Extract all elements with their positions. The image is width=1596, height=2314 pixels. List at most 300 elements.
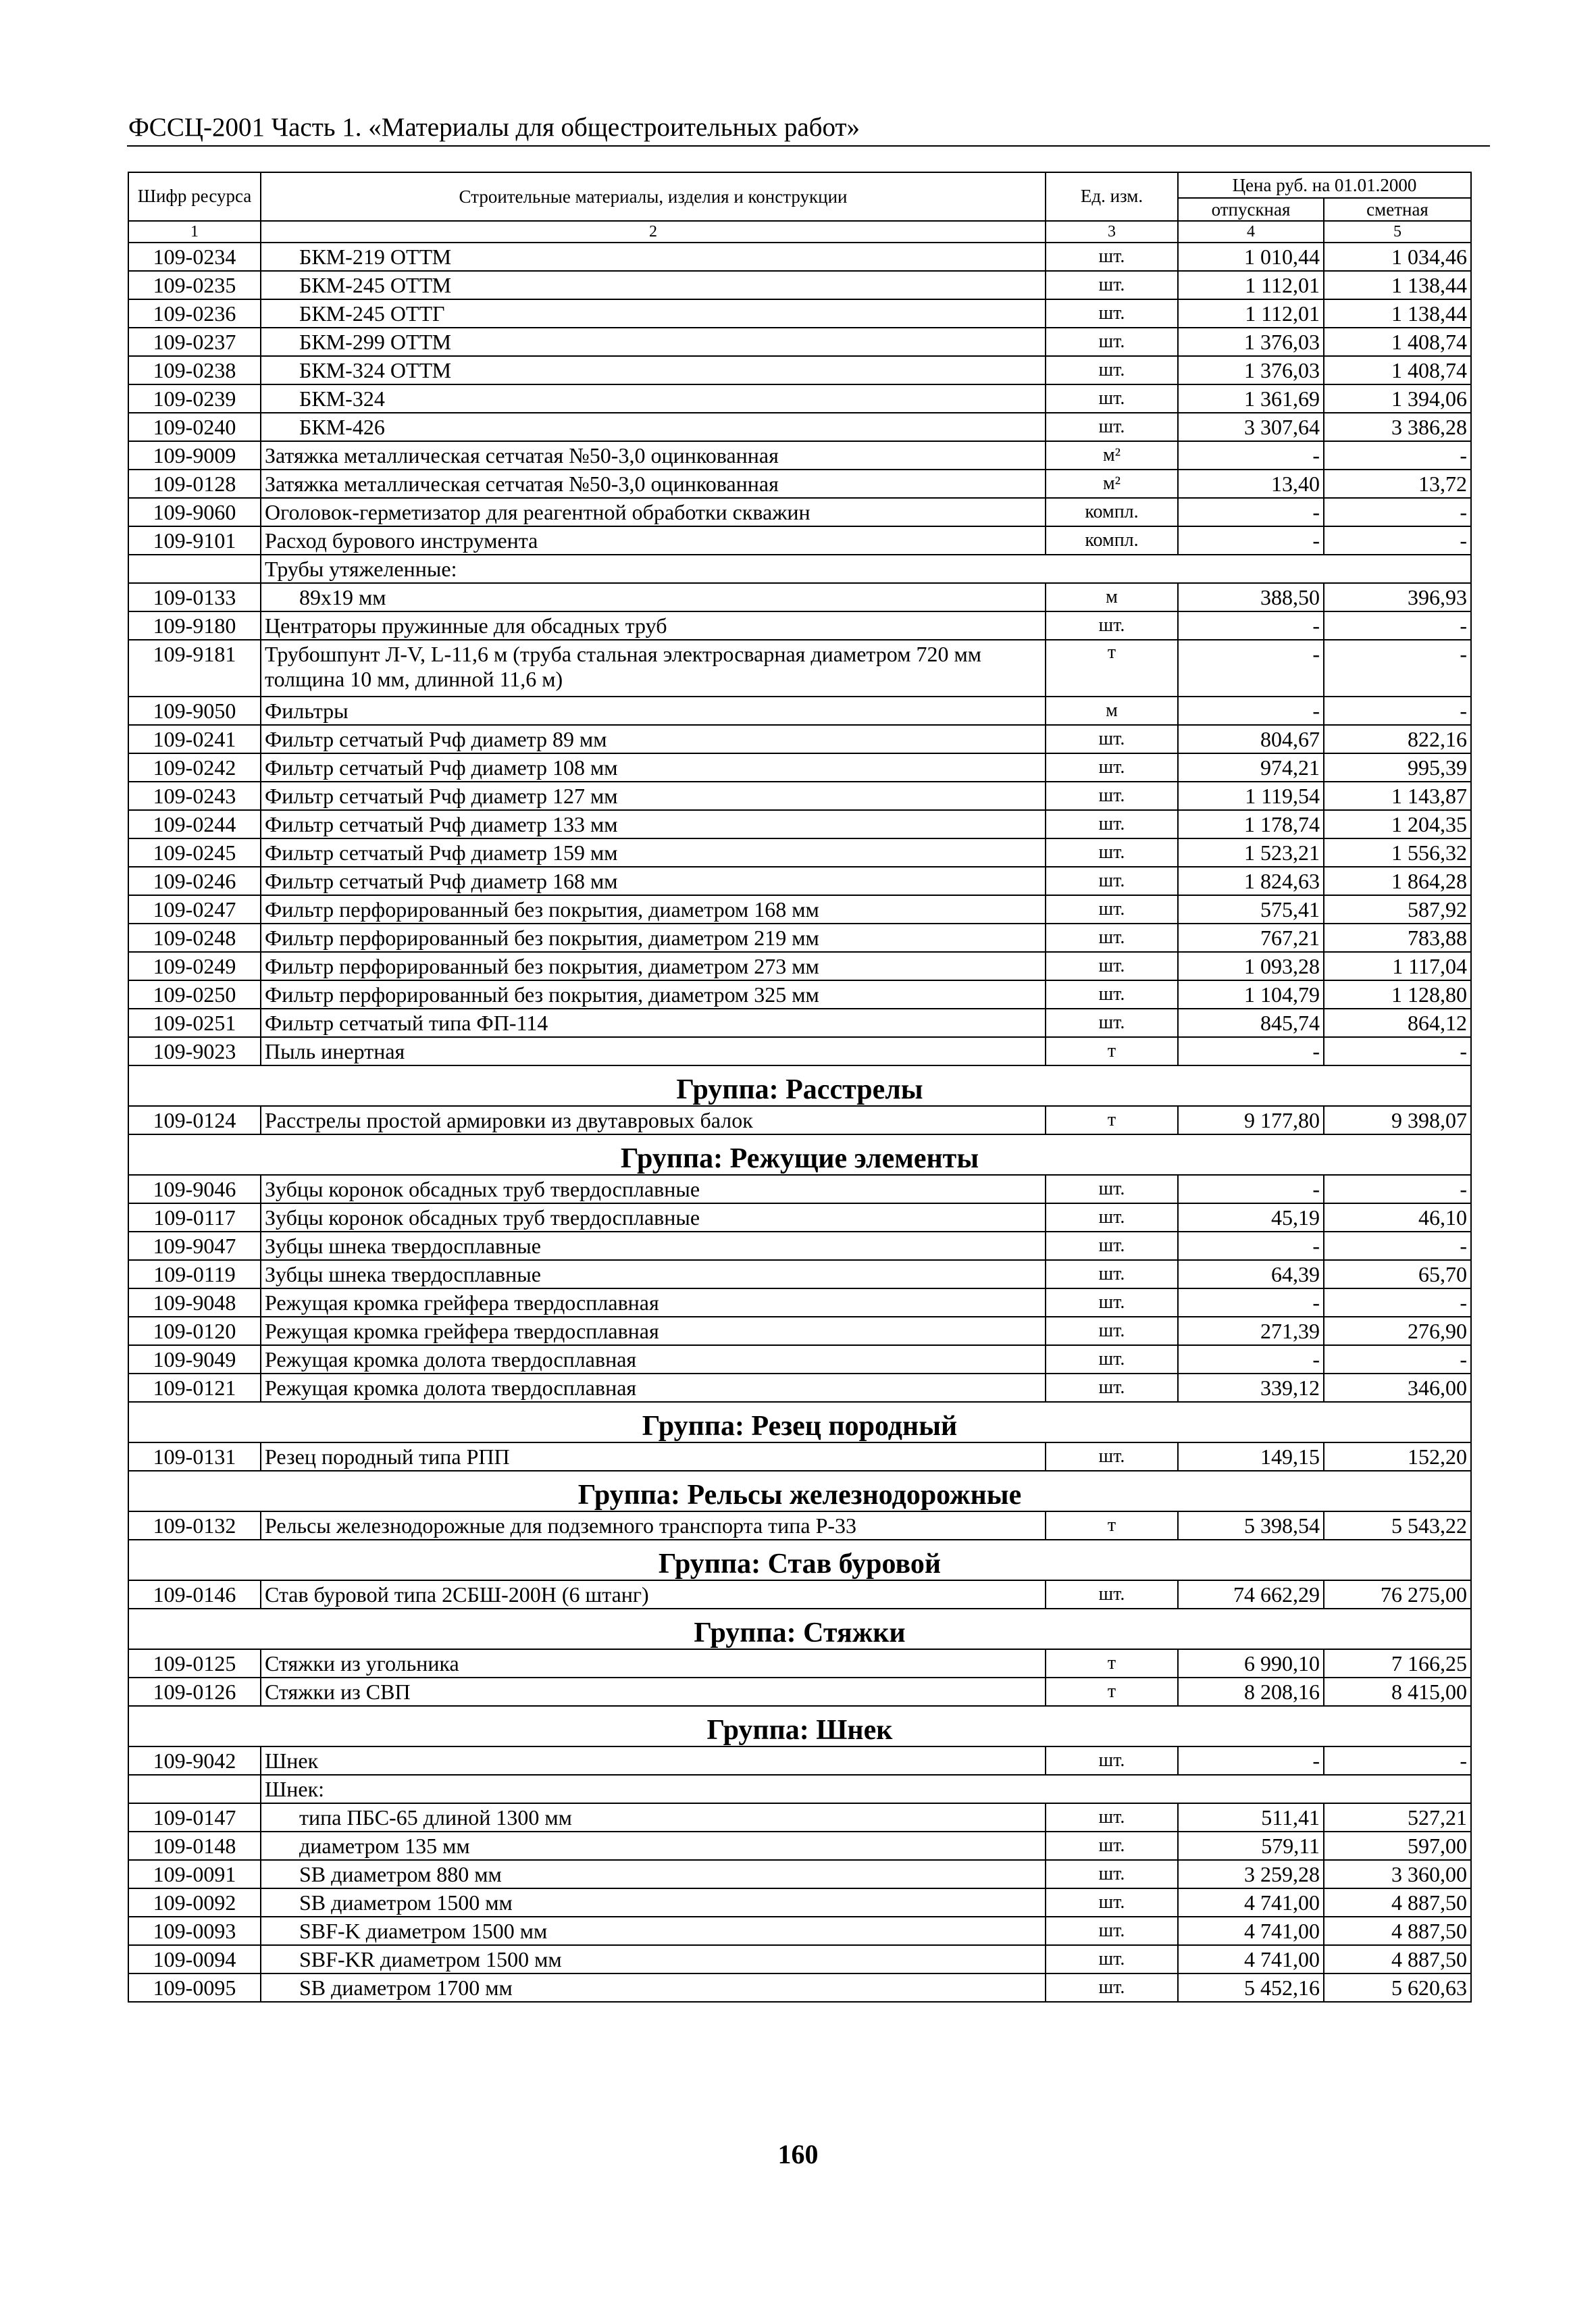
resource-code-cell: 109-0245 [128, 838, 261, 867]
empty-cell [128, 555, 261, 583]
estimate-price-cell: 5 620,63 [1324, 1973, 1471, 2002]
estimate-price-cell: 1 204,35 [1324, 810, 1471, 838]
release-price-cell: 45,19 [1178, 1203, 1324, 1232]
release-price-cell: 64,39 [1178, 1260, 1324, 1288]
page-number: 160 [777, 2139, 819, 2169]
estimate-price-cell: 783,88 [1324, 924, 1471, 952]
release-price-cell: 13,40 [1178, 470, 1324, 498]
subheading-label: Шнек: [261, 1775, 1471, 1803]
unit-cell: компл. [1046, 526, 1178, 555]
table-row [128, 583, 1471, 611]
estimate-price-cell: 13,72 [1324, 470, 1471, 498]
resource-code-cell: 109-0094 [128, 1945, 261, 1973]
release-price-cell: - [1178, 1232, 1324, 1260]
table-row [128, 1175, 1471, 1203]
resource-code-cell: 109-9181 [128, 640, 261, 697]
unit-cell: шт. [1046, 895, 1178, 924]
unit-cell: шт. [1046, 1317, 1178, 1345]
material-name-cell: Зубцы коронок обсадных труб твердосплавные [261, 1203, 1046, 1232]
group-heading-row [128, 1540, 1471, 1580]
material-name-cell: Затяжка металлическая сетчатая №50-3,0 оцинкованная [261, 441, 1046, 470]
release-price-cell: 388,50 [1178, 583, 1324, 611]
material-name-cell: SBF-KR диаметром 1500 мм [261, 1945, 1046, 1973]
estimate-price-cell: 1 138,44 [1324, 271, 1471, 299]
estimate-price-cell: 8 415,00 [1324, 1678, 1471, 1706]
estimate-price-cell: - [1324, 1232, 1471, 1260]
material-name-cell: Зубцы шнека твердосплавные [261, 1260, 1046, 1288]
resource-code-cell: 109-0146 [128, 1580, 261, 1609]
header-release-price: отпускная [1178, 198, 1324, 221]
resource-code-cell: 109-9180 [128, 611, 261, 640]
estimate-price-cell: 3 360,00 [1324, 1860, 1471, 1888]
estimate-price-cell: 346,00 [1324, 1374, 1471, 1402]
table-row [128, 498, 1471, 526]
resource-code-cell: 109-0093 [128, 1917, 261, 1945]
estimate-price-cell: 7 166,25 [1324, 1649, 1471, 1678]
estimate-price-cell: 1 556,32 [1324, 838, 1471, 867]
release-price-cell: 575,41 [1178, 895, 1324, 924]
estimate-price-cell: - [1324, 526, 1471, 555]
unit-cell: шт. [1046, 243, 1178, 271]
resource-code-cell: 109-0148 [128, 1832, 261, 1860]
release-price-cell: - [1178, 1037, 1324, 1065]
material-name-cell: БКМ-245 ОТТМ [261, 271, 1046, 299]
release-price-cell: 6 990,10 [1178, 1649, 1324, 1678]
group-heading-row [128, 1402, 1471, 1442]
estimate-price-cell: 4 887,50 [1324, 1888, 1471, 1917]
material-name-cell: БКМ-324 [261, 384, 1046, 413]
material-name-cell: Зубцы шнека твердосплавные [261, 1232, 1046, 1260]
estimate-price-cell: - [1324, 611, 1471, 640]
column-number: 3 [1046, 221, 1178, 243]
resource-code-cell: 109-0238 [128, 356, 261, 384]
release-price-cell: 4 741,00 [1178, 1945, 1324, 1973]
material-name-cell: Расход бурового инструмента [261, 526, 1046, 555]
release-price-cell: 1 010,44 [1178, 243, 1324, 271]
estimate-price-cell: 1 864,28 [1324, 867, 1471, 895]
material-name-cell: Режущая кромка грейфера твердосплавная [261, 1317, 1046, 1345]
material-name-cell: Фильтры [261, 697, 1046, 725]
header-estimate-price: сметная [1324, 198, 1471, 221]
resource-code-cell: 109-0239 [128, 384, 261, 413]
group-heading: Группа: Расстрелы [128, 1065, 1471, 1106]
table-row [128, 413, 1471, 441]
estimate-price-cell: 276,90 [1324, 1317, 1471, 1345]
resource-code-cell: 109-9101 [128, 526, 261, 555]
estimate-price-cell: 1 117,04 [1324, 952, 1471, 980]
table-row [128, 753, 1471, 782]
estimate-price-cell: 65,70 [1324, 1260, 1471, 1288]
table-row [128, 867, 1471, 895]
resource-code-cell: 109-0091 [128, 1860, 261, 1888]
table-row [128, 1580, 1471, 1609]
table-row [128, 952, 1471, 980]
resource-code-cell: 109-9023 [128, 1037, 261, 1065]
table-row [128, 640, 1471, 697]
subheading-row [128, 1775, 1471, 1803]
table-row [128, 1260, 1471, 1288]
release-price-cell: 804,67 [1178, 725, 1324, 753]
resource-code-cell: 109-0121 [128, 1374, 261, 1402]
unit-cell: т [1046, 640, 1178, 697]
unit-cell: шт. [1046, 413, 1178, 441]
unit-cell: т [1046, 1511, 1178, 1540]
estimate-price-cell: 1 408,74 [1324, 328, 1471, 356]
table-row [128, 1106, 1471, 1134]
release-price-cell: 3 307,64 [1178, 413, 1324, 441]
resource-code-cell: 109-0249 [128, 952, 261, 980]
release-price-cell: 1 523,21 [1178, 838, 1324, 867]
material-name-cell: диаметром 135 мм [261, 1832, 1046, 1860]
group-heading: Группа: Стяжки [128, 1609, 1471, 1649]
material-name-cell: Став буровой типа 2СБШ-200Н (6 штанг) [261, 1580, 1046, 1609]
subheading-row [128, 555, 1471, 583]
material-name-cell: Фильтр перфорированный без покрытия, диаметром 273 мм [261, 952, 1046, 980]
material-name-cell: БКМ-324 ОТТМ [261, 356, 1046, 384]
material-name-cell: БКМ-299 ОТТМ [261, 328, 1046, 356]
release-price-cell: 1 178,74 [1178, 810, 1324, 838]
estimate-price-cell: - [1324, 1288, 1471, 1317]
unit-cell: шт. [1046, 1832, 1178, 1860]
estimate-price-cell: - [1324, 1746, 1471, 1775]
table-row [128, 1973, 1471, 2002]
group-heading: Группа: Резец породный [128, 1402, 1471, 1442]
material-name-cell: Шнек [261, 1746, 1046, 1775]
resource-code-cell: 109-0120 [128, 1317, 261, 1345]
table-row [128, 1288, 1471, 1317]
resource-code-cell: 109-9047 [128, 1232, 261, 1260]
table-row [128, 895, 1471, 924]
unit-cell: шт. [1046, 1203, 1178, 1232]
table-row [128, 725, 1471, 753]
table-row [128, 1345, 1471, 1374]
resource-code-cell: 109-0234 [128, 243, 261, 271]
material-name-cell: Фильтр сетчатый Рчф диаметр 168 мм [261, 867, 1046, 895]
resource-code-cell: 109-0241 [128, 725, 261, 753]
table-row [128, 1746, 1471, 1775]
group-heading: Группа: Став буровой [128, 1540, 1471, 1580]
resource-code-cell: 109-0124 [128, 1106, 261, 1134]
resource-code-cell: 109-9042 [128, 1746, 261, 1775]
material-name-cell: Фильтр сетчатый Рчф диаметр 127 мм [261, 782, 1046, 810]
resource-code-cell: 109-0246 [128, 867, 261, 895]
resource-code-cell: 109-0251 [128, 1009, 261, 1037]
table-row [128, 782, 1471, 810]
table-body [128, 243, 1471, 2002]
unit-cell: шт. [1046, 1945, 1178, 1973]
material-name-cell: БКМ-219 ОТТМ [261, 243, 1046, 271]
material-name-cell: Фильтр сетчатый типа ФП-114 [261, 1009, 1046, 1037]
unit-cell: м [1046, 583, 1178, 611]
resource-code-cell: 109-0125 [128, 1649, 261, 1678]
release-price-cell: 1 376,03 [1178, 356, 1324, 384]
release-price-cell: 1 824,63 [1178, 867, 1324, 895]
group-heading-row [128, 1609, 1471, 1649]
resource-code-cell: 109-0236 [128, 299, 261, 328]
release-price-cell: - [1178, 640, 1324, 697]
resource-code-cell: 109-0237 [128, 328, 261, 356]
group-heading-row [128, 1134, 1471, 1175]
table-row [128, 328, 1471, 356]
table-row [128, 356, 1471, 384]
material-name-cell: Затяжка металлическая сетчатая №50-3,0 оцинкованная [261, 470, 1046, 498]
material-name-cell: Зубцы коронок обсадных труб твердосплавные [261, 1175, 1046, 1203]
estimate-price-cell: - [1324, 498, 1471, 526]
material-name-cell: Рельсы железнодорожные для подземного транспорта типа Р-33 [261, 1511, 1046, 1540]
material-name-cell: Пыль инертная [261, 1037, 1046, 1065]
unit-cell: шт. [1046, 782, 1178, 810]
unit-cell: шт. [1046, 980, 1178, 1009]
resource-code-cell: 109-0092 [128, 1888, 261, 1917]
subheading-label: Трубы утяжеленные: [261, 555, 1471, 583]
resource-code-cell: 109-0248 [128, 924, 261, 952]
estimate-price-cell: 9 398,07 [1324, 1106, 1471, 1134]
material-name-cell: SBF-K диаметром 1500 мм [261, 1917, 1046, 1945]
resource-code-cell: 109-9046 [128, 1175, 261, 1203]
release-price-cell: 1 104,79 [1178, 980, 1324, 1009]
table-row [128, 1009, 1471, 1037]
unit-cell: т [1046, 1106, 1178, 1134]
material-name-cell: SB диаметром 1500 мм [261, 1888, 1046, 1917]
release-price-cell: - [1178, 1288, 1324, 1317]
resource-code-cell: 109-0117 [128, 1203, 261, 1232]
estimate-price-cell: 4 887,50 [1324, 1945, 1471, 1973]
resource-code-cell: 109-0240 [128, 413, 261, 441]
estimate-price-cell: 587,92 [1324, 895, 1471, 924]
estimate-price-cell: 1 034,46 [1324, 243, 1471, 271]
unit-cell: шт. [1046, 1374, 1178, 1402]
material-name-cell: Трубошпунт Л-V, L-11,6 м (труба стальная электросварная диаметром 720 мм толщина 10 мм, длинной 11,6 м) [261, 640, 1046, 697]
unit-cell: м² [1046, 470, 1178, 498]
unit-cell: шт. [1046, 838, 1178, 867]
release-price-cell: - [1178, 526, 1324, 555]
resource-code-cell: 109-9050 [128, 697, 261, 725]
release-price-cell: - [1178, 498, 1324, 526]
table-row [128, 1232, 1471, 1260]
column-number: 4 [1178, 221, 1324, 243]
material-name-cell: Режущая кромка грейфера твердосплавная [261, 1288, 1046, 1317]
release-price-cell: 3 259,28 [1178, 1860, 1324, 1888]
estimate-price-cell: 995,39 [1324, 753, 1471, 782]
release-price-cell: - [1178, 697, 1324, 725]
resource-code-cell: 109-0250 [128, 980, 261, 1009]
unit-cell: шт. [1046, 1345, 1178, 1374]
unit-cell: шт. [1046, 1232, 1178, 1260]
unit-cell: шт. [1046, 810, 1178, 838]
resource-code-cell: 109-9009 [128, 441, 261, 470]
header-unit: Ед. изм. [1046, 172, 1178, 221]
table-row [128, 1037, 1471, 1065]
estimate-price-cell: 5 543,22 [1324, 1511, 1471, 1540]
group-heading: Группа: Режущие элементы [128, 1134, 1471, 1175]
table-row [128, 1803, 1471, 1832]
release-price-cell: 1 361,69 [1178, 384, 1324, 413]
table-row [128, 1945, 1471, 1973]
unit-cell: т [1046, 1649, 1178, 1678]
release-price-cell: 845,74 [1178, 1009, 1324, 1037]
estimate-price-cell: - [1324, 1345, 1471, 1374]
table-row [128, 1511, 1471, 1540]
estimate-price-cell: 864,12 [1324, 1009, 1471, 1037]
unit-cell: шт. [1046, 1442, 1178, 1471]
unit-cell: шт. [1046, 1009, 1178, 1037]
unit-cell: шт. [1046, 952, 1178, 980]
table-row [128, 1442, 1471, 1471]
table-row [128, 299, 1471, 328]
estimate-price-cell: - [1324, 441, 1471, 470]
estimate-price-cell: 1 394,06 [1324, 384, 1471, 413]
estimate-price-cell: - [1324, 1175, 1471, 1203]
table-row [128, 611, 1471, 640]
table-row [128, 838, 1471, 867]
unit-cell: шт. [1046, 1175, 1178, 1203]
unit-cell: шт. [1046, 1288, 1178, 1317]
resource-code-cell: 109-0126 [128, 1678, 261, 1706]
material-name-cell: Фильтр перфорированный без покрытия, диаметром 219 мм [261, 924, 1046, 952]
release-price-cell: - [1178, 1345, 1324, 1374]
estimate-price-cell: 1 143,87 [1324, 782, 1471, 810]
unit-cell: шт. [1046, 611, 1178, 640]
table-row [128, 810, 1471, 838]
column-number: 2 [261, 221, 1046, 243]
unit-cell: шт. [1046, 356, 1178, 384]
table-row [128, 441, 1471, 470]
unit-cell: шт. [1046, 753, 1178, 782]
release-price-cell: 5 452,16 [1178, 1973, 1324, 2002]
release-price-cell: - [1178, 611, 1324, 640]
release-price-cell: 271,39 [1178, 1317, 1324, 1345]
release-price-cell: 149,15 [1178, 1442, 1324, 1471]
release-price-cell: - [1178, 441, 1324, 470]
unit-cell: шт. [1046, 299, 1178, 328]
release-price-cell: 1 376,03 [1178, 328, 1324, 356]
estimate-price-cell: - [1324, 640, 1471, 697]
material-name-cell: Оголовок-герметизатор для реагентной обработки скважин [261, 498, 1046, 526]
resource-code-cell: 109-0235 [128, 271, 261, 299]
material-name-cell: БКМ-245 ОТТГ [261, 299, 1046, 328]
group-heading: Группа: Шнек [128, 1706, 1471, 1746]
material-name-cell: SB диаметром 880 мм [261, 1860, 1046, 1888]
table-row [128, 271, 1471, 299]
release-price-cell: 9 177,80 [1178, 1106, 1324, 1134]
material-name-cell: Центраторы пружинные для обсадных труб [261, 611, 1046, 640]
estimate-price-cell: 76 275,00 [1324, 1580, 1471, 1609]
unit-cell: шт. [1046, 1580, 1178, 1609]
table-row [128, 980, 1471, 1009]
table-row [128, 1678, 1471, 1706]
release-price-cell: - [1178, 1746, 1324, 1775]
release-price-cell: 4 741,00 [1178, 1888, 1324, 1917]
unit-cell: шт. [1046, 1917, 1178, 1945]
column-number: 5 [1324, 221, 1471, 243]
unit-cell: шт. [1046, 384, 1178, 413]
unit-cell: шт. [1046, 1888, 1178, 1917]
table-row [128, 1832, 1471, 1860]
material-name-cell: Стяжки из угольника [261, 1649, 1046, 1678]
material-name-cell: БКМ-426 [261, 413, 1046, 441]
release-price-cell: 4 741,00 [1178, 1917, 1324, 1945]
material-name-cell: Фильтр сетчатый Рчф диаметр 108 мм [261, 753, 1046, 782]
resource-code-cell: 109-0244 [128, 810, 261, 838]
unit-cell: шт. [1046, 1803, 1178, 1832]
release-price-cell: 1 112,01 [1178, 299, 1324, 328]
table-row [128, 1317, 1471, 1345]
table-row [128, 1860, 1471, 1888]
release-price-cell: 339,12 [1178, 1374, 1324, 1402]
group-heading: Группа: Рельсы железнодорожные [128, 1471, 1471, 1511]
resource-code-cell: 109-0247 [128, 895, 261, 924]
table-row [128, 243, 1471, 271]
estimate-price-cell: - [1324, 1037, 1471, 1065]
resource-code-cell: 109-0119 [128, 1260, 261, 1288]
group-heading-row [128, 1065, 1471, 1106]
unit-cell: т [1046, 1678, 1178, 1706]
price-table [128, 172, 1472, 2003]
header-code: Шифр ресурса [128, 172, 261, 221]
material-name-cell: Резец породный типа РПП [261, 1442, 1046, 1471]
release-price-cell: 579,11 [1178, 1832, 1324, 1860]
material-name-cell: Режущая кромка долота твердосплавная [261, 1374, 1046, 1402]
page-header: ФССЦ-2001 Часть 1. «Материалы для общестроительных работ» [128, 113, 860, 142]
table-row [128, 924, 1471, 952]
release-price-cell: 767,21 [1178, 924, 1324, 952]
resource-code-cell: 109-0095 [128, 1973, 261, 2002]
table-row [128, 697, 1471, 725]
release-price-cell: 5 398,54 [1178, 1511, 1324, 1540]
release-price-cell: 1 119,54 [1178, 782, 1324, 810]
estimate-price-cell: 527,21 [1324, 1803, 1471, 1832]
unit-cell: м² [1046, 441, 1178, 470]
price-table-container [128, 172, 1470, 2003]
resource-code-cell: 109-0131 [128, 1442, 261, 1471]
unit-cell: м [1046, 697, 1178, 725]
estimate-price-cell: 822,16 [1324, 725, 1471, 753]
unit-cell: шт. [1046, 271, 1178, 299]
material-name-cell: Расстрелы простой армировки из двутавровых балок [261, 1106, 1046, 1134]
header-rule [127, 145, 1490, 147]
estimate-price-cell: 1 128,80 [1324, 980, 1471, 1009]
material-name-cell: Фильтр сетчатый Рчф диаметр 133 мм [261, 810, 1046, 838]
resource-code-cell: 109-0242 [128, 753, 261, 782]
estimate-price-cell: 1 408,74 [1324, 356, 1471, 384]
material-name-cell: Режущая кромка долота твердосплавная [261, 1345, 1046, 1374]
release-price-cell: 8 208,16 [1178, 1678, 1324, 1706]
material-name-cell: Фильтр сетчатый Рчф диаметр 89 мм [261, 725, 1046, 753]
unit-cell: шт. [1046, 725, 1178, 753]
material-name-cell: типа ПБС-65 длиной 1300 мм [261, 1803, 1046, 1832]
material-name-cell: Фильтр сетчатый Рчф диаметр 159 мм [261, 838, 1046, 867]
material-name-cell: Фильтр перфорированный без покрытия, диаметром 325 мм [261, 980, 1046, 1009]
resource-code-cell: 109-0132 [128, 1511, 261, 1540]
estimate-price-cell: 46,10 [1324, 1203, 1471, 1232]
unit-cell: т [1046, 1037, 1178, 1065]
material-name-cell: Фильтр перфорированный без покрытия, диаметром 168 мм [261, 895, 1046, 924]
table-row [128, 1203, 1471, 1232]
table-row [128, 526, 1471, 555]
header-price: Цена руб. на 01.01.2000 [1178, 172, 1471, 198]
resource-code-cell: 109-0243 [128, 782, 261, 810]
table-row [128, 1917, 1471, 1945]
table-row [128, 384, 1471, 413]
material-name-cell: SB диаметром 1700 мм [261, 1973, 1046, 2002]
empty-cell [128, 1775, 261, 1803]
unit-cell: шт. [1046, 1260, 1178, 1288]
release-price-cell: 974,21 [1178, 753, 1324, 782]
unit-cell: компл. [1046, 498, 1178, 526]
resource-code-cell: 109-0128 [128, 470, 261, 498]
material-name-cell: 89x19 мм [261, 583, 1046, 611]
unit-cell: шт. [1046, 1973, 1178, 2002]
